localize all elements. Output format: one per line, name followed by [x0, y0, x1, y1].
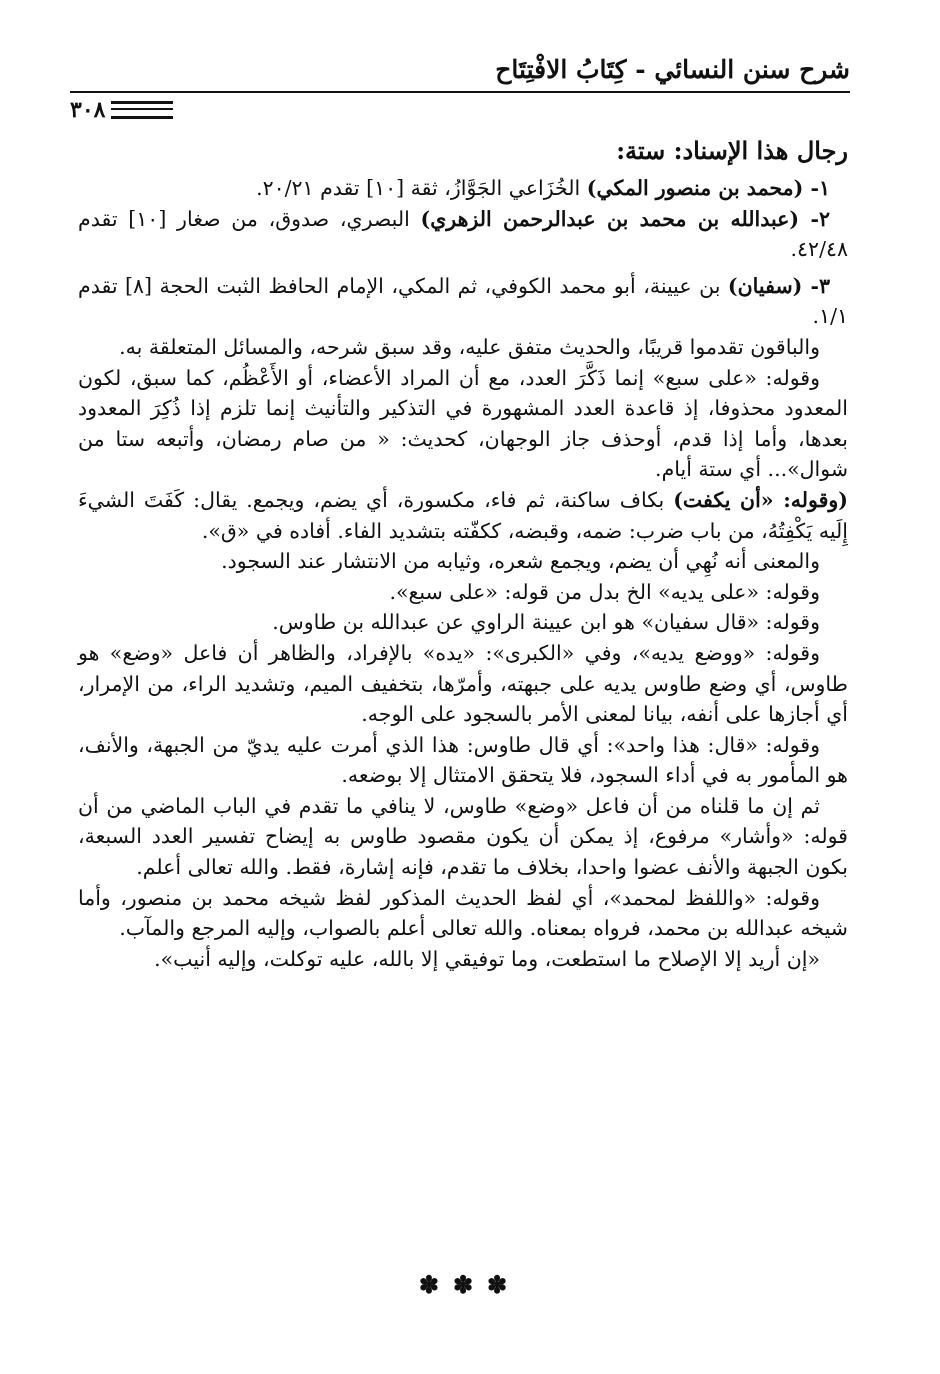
running-title: شرح سنن النسائي - كِتَابُ الافْتِتَاح	[495, 55, 850, 84]
narrator-entry	[78, 173, 848, 204]
narrator-details: الخُزَاعي الجَوَّازُ، ثقة [١٠] تقدم ٢٠/٢١.	[256, 176, 587, 200]
paragraph	[78, 485, 848, 546]
paragraph: ثم إن ما قلناه من أن فاعل «وضع» طاوس، لا ينافي ما تقدم في الباب الماضي من أن قوله: «وأشار» مرفوع، إذ يمكن أن يكون مقصود طاوس به إيضاح تفسير العدد السبعة، بكون الجبهة والأنف عضوا واحدا، بخلاف ما تقدم، فإنه إشارة، فقط. والله تعالى أعلم.	[78, 793, 848, 880]
narrator-name: ٣- (سفيان)	[727, 273, 830, 298]
header-rule	[70, 91, 850, 93]
narrator-name: ٢- (عبدالله بن محمد بن عبدالرحمن الزهري)	[420, 206, 830, 231]
paragraph: والباقون تقدموا قريبًا، والحديث متفق عليه، وقد سبق شرحه، والمسائل المتعلقة به.	[119, 334, 820, 359]
section-heading: رجال هذا الإسناد: ستة:	[616, 136, 848, 165]
paragraph: وقوله: «قال سفيان» هو ابن عيينة الراوي عن عبدالله بن طاوس.	[272, 610, 820, 635]
paragraph: وقوله: «قال: هذا واحد»: أي قال طاوس: هذا الذي أمرت عليه يديّ من الجبهة، والأنف، هو المأمور به في أداء السجود، فلا يتحقق الامتثال إلا بوضعه.	[78, 732, 848, 788]
paragraph: والمعنى أنه نُهِي أن يضم، ويجمع شعره، وثيابه من الانتشار عند السجود.	[221, 549, 820, 574]
paragraph: وقوله: «واللفظ لمحمد»، أي لفظ الحديث المذكور لفظ شيخه محمد بن منصور، وأما شيخه عبدالله بن محمد، فرواه بمعناه. والله تعالى أعلم بالصواب، وإليه المرجع والمآب.	[78, 885, 848, 941]
paragraph: وقوله: «على سبع» إنما ذَكَّرَ العدد، مع أن المراد الأعضاء، أو الأَعْظُم، كما سبق، لكون المعدود محذوفا، إذ قاعدة العدد المشهورة في التذكير والتأنيث إنما تلزم إذا ذُكِرَ المعدود بعدها، وأما إذا قدم، أوحذف جاز الوجهان، كحديث: « من صام رمضان، وأتبعه ستا من شوال»... أي ستة أيام.	[78, 365, 848, 482]
narrator-name: ١- (محمد بن منصور المكي)	[586, 176, 830, 200]
paragraph: وقوله: «ووضع يديه»، وفي «الكبرى»: «يده» بالإفراد، والظاهر أن فاعل «وضع» هو طاوس، أي وضع طاوس يديه على جبهته، وأمرّها، بتخفيف الميم، وتشديد الراء، من الإمرار، أي أجازها على أنفه، بيانا لمعنى الأمر بالسجود على الوجه.	[78, 640, 848, 727]
folio	[70, 97, 173, 123]
narrator-details: بن عيينة، أبو محمد الكوفي، ثم المكي، الإمام الحافظ الثبت الحجة [٨] تقدم ١/١.	[78, 273, 848, 329]
narrator-entry	[78, 271, 848, 332]
page-number: ٣٠٨	[70, 97, 106, 123]
page-body	[78, 133, 848, 974]
narrator-details: البصري، صدوق، من صغار [١٠] تقدم ٤٢/٤٨.	[78, 206, 848, 262]
paragraph-lead: (وقوله: «أن يكفت)	[673, 487, 848, 512]
closing-verse: «إن أريد إلا الإصلاح ما استطعت، وما توفيقي إلا بالله، عليه توكلت، وإليه أنيب».	[154, 946, 820, 971]
folio-ornament-rules	[111, 101, 173, 119]
narrator-entry	[78, 204, 848, 265]
end-ornament: ✽✽✽	[418, 1270, 522, 1299]
running-header	[70, 55, 850, 123]
paragraph: وقوله: «على يديه» الخ بدل من قوله: «على سبع».	[389, 579, 820, 604]
paragraph-text: بكاف ساكنة، ثم فاء، مكسورة، أي يضم، ويجمع. يقال: كَفَتَ الشيءَ إِلَيه يَكْفِتُهُ، من باب ضرب: ضمه، وقبضه، ككفّته بتشديد الفاء. أفاده في «ق».	[78, 487, 848, 543]
